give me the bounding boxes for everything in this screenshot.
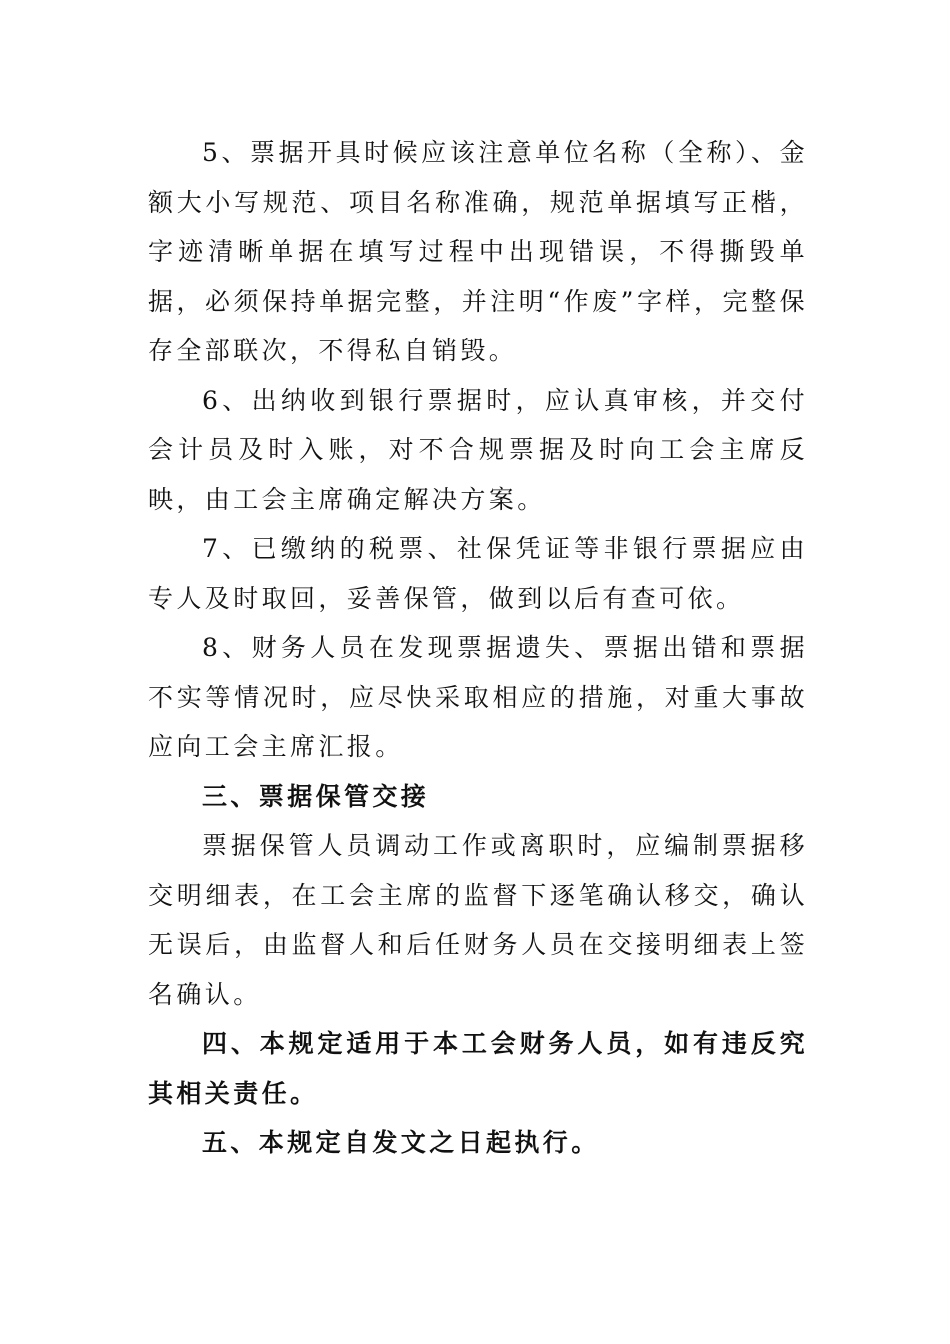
paragraph-item-8: 8、财务人员在发现票据遗失、票据出错和票据不实等情况时，应尽快采取相应的措施，对重大事故应向工会主席汇报。 [148, 633, 808, 761]
section-heading-5: 五、本规定自发文之日起执行。 [202, 1128, 600, 1157]
section-heading-3: 三、票据保管交接 [202, 781, 430, 811]
paragraph-item-7: 7、已缴纳的税票、社保凭证等非银行票据应由专人及时取回，妥善保管，做到以后有查可依。 [148, 534, 808, 613]
paragraph-item-5: 5、票据开具时候应该注意单位名称（全称）、金额大小写规范、项目名称准确，规范单据填写正楷，字迹清晰单据在填写过程中出现错误，不得撕毁单据，必须保持单据完整，并注明“作废”字样，完整保存全部联次，不得私自销毁。 [148, 138, 808, 365]
section-heading-4: 四、本规定适用于本工会财务人员，如有违反究其相关责任。 [148, 1029, 808, 1108]
paragraph-item-6: 6、出纳收到银行票据时，应认真审核，并交付会计员及时入账，对不合规票据及时向工会主席反映，由工会主席确定解决方案。 [148, 385, 808, 514]
document-page [148, 128, 808, 1168]
paragraph-handover: 票据保管人员调动工作或离职时，应编制票据移交明细表，在工会主席的监督下逐笔确认移交，确认无误后，由监督人和后任财务人员在交接明细表上签名确认。 [148, 831, 808, 1009]
